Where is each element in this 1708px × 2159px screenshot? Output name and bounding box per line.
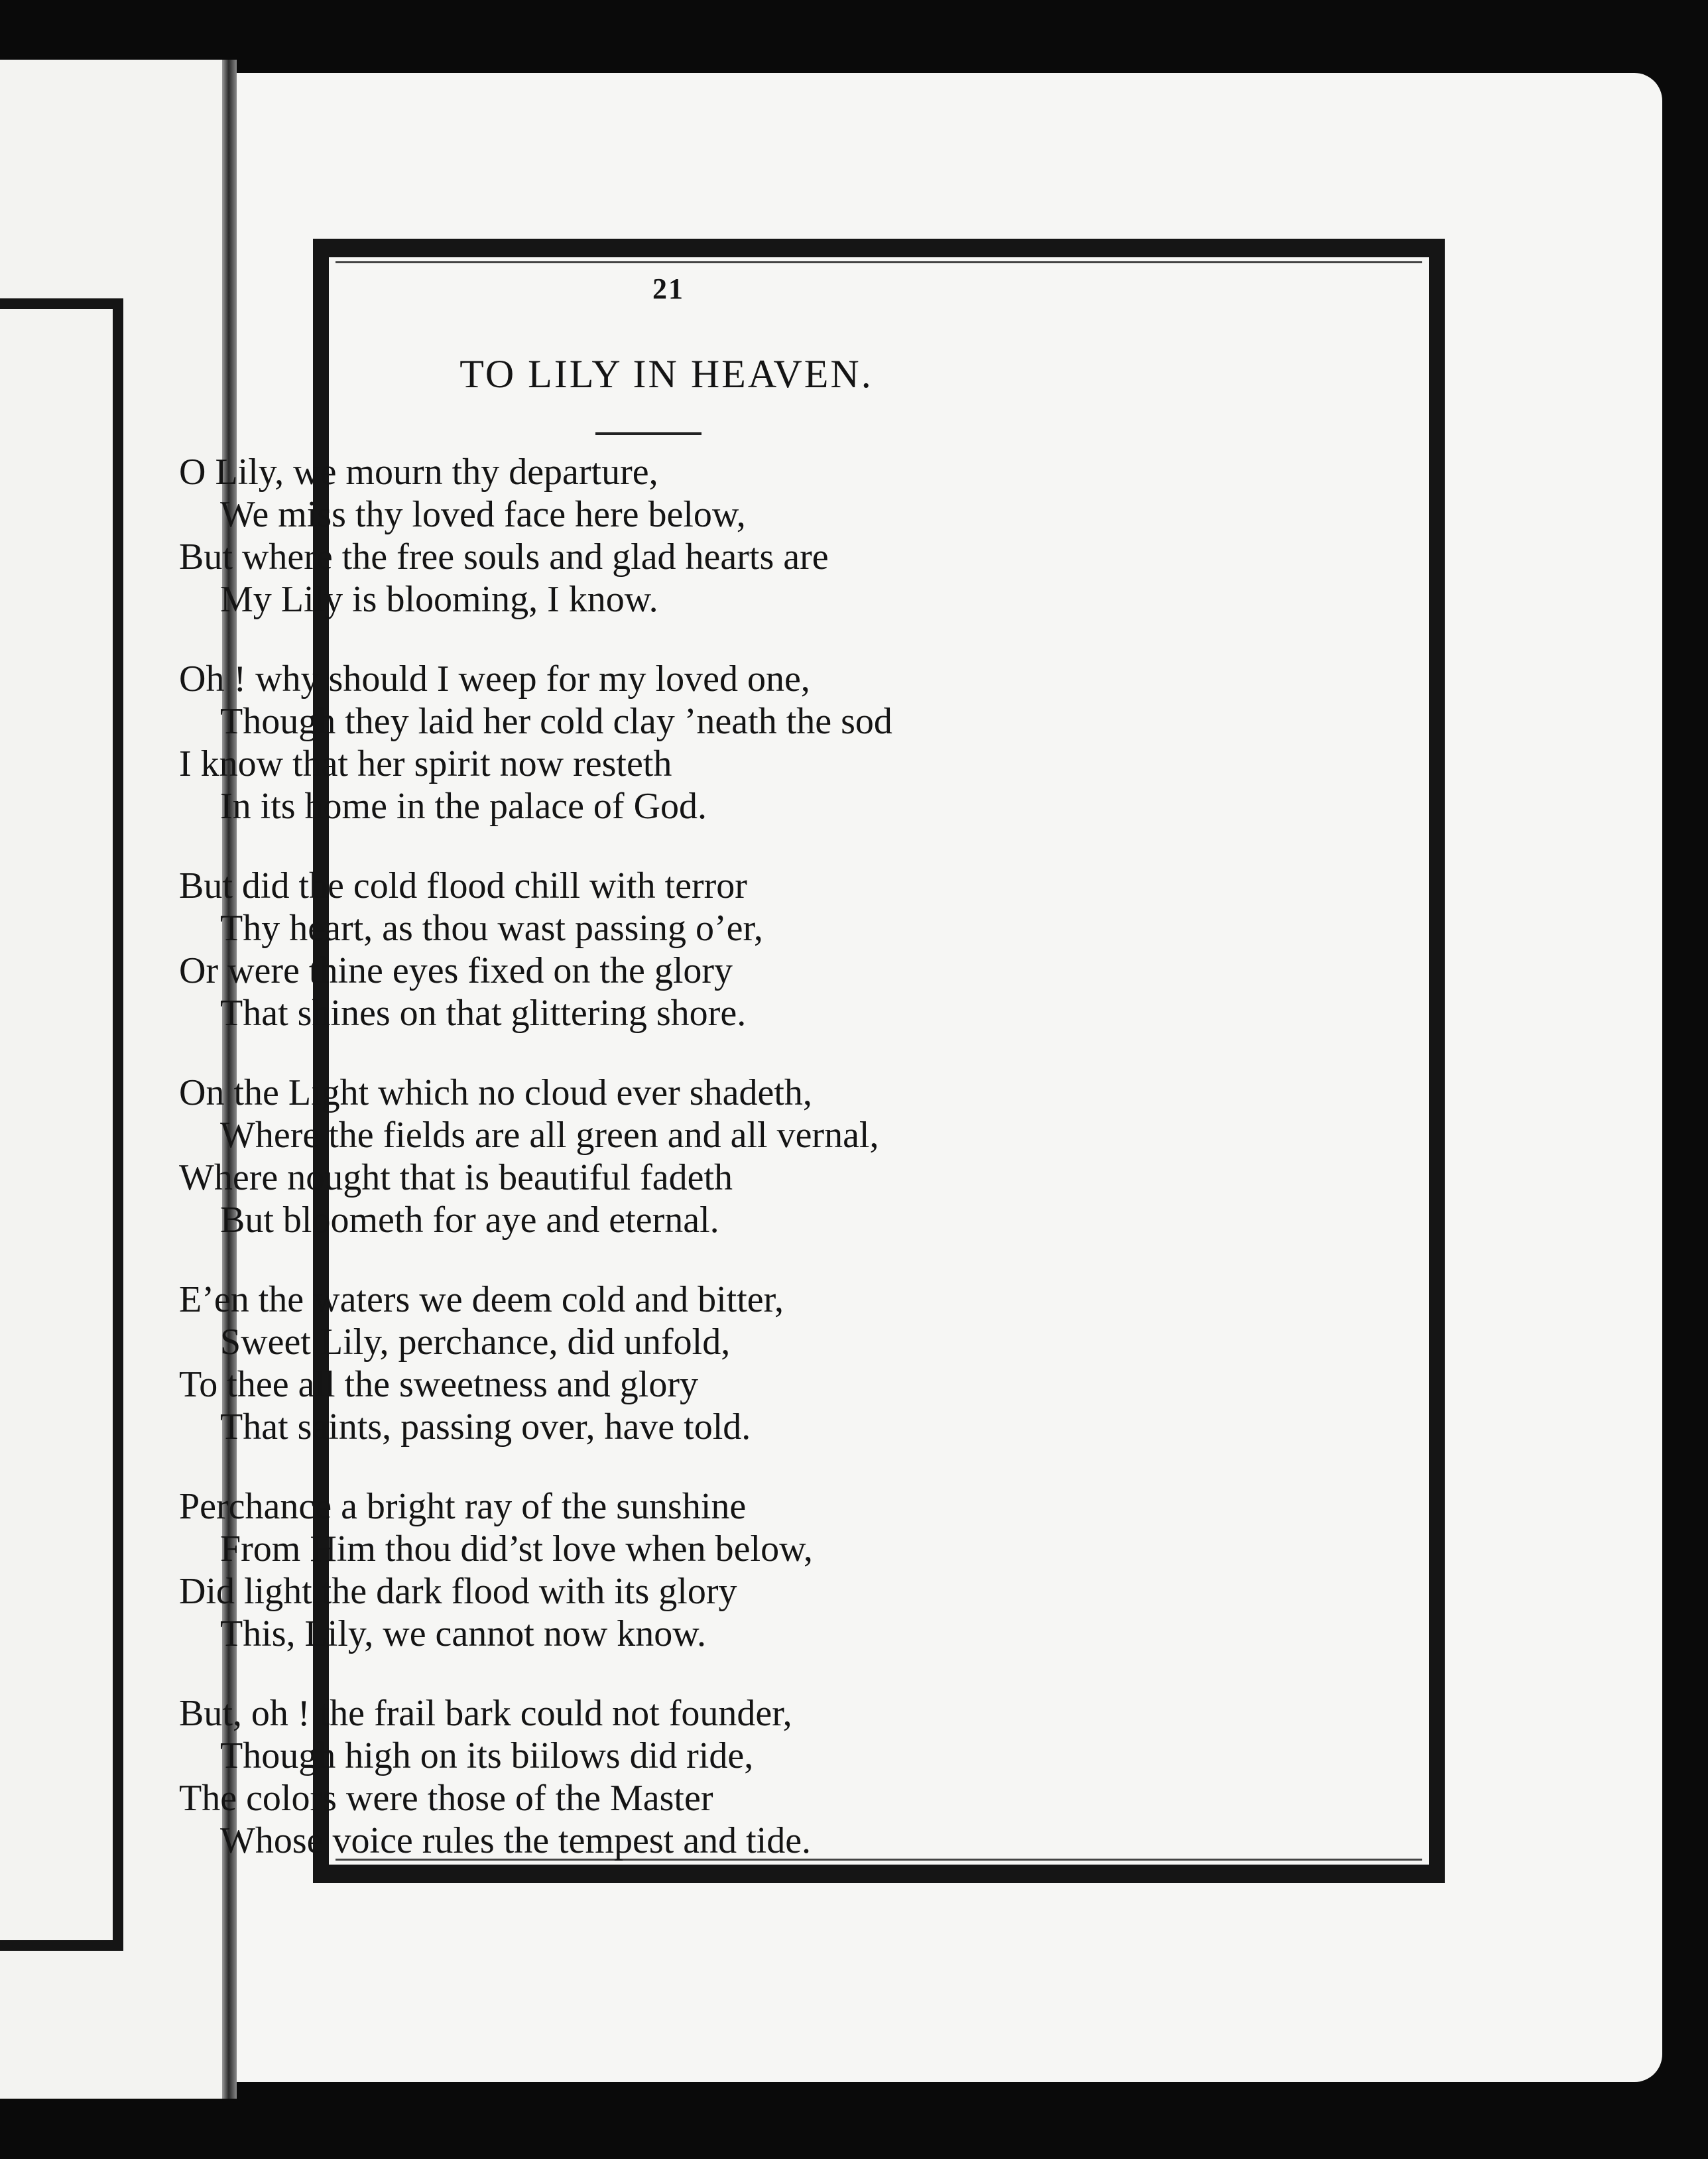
poem-line: That shines on that glittering shore. [220,993,747,1034]
stanza [179,1692,1319,1862]
title-rule [595,432,702,435]
poem-line: From Him thou did’st love when below, [220,1528,813,1570]
poem-line: We miss thy loved face here below, [220,494,746,535]
stanza [179,451,1319,621]
poem-line: But where the free souls and glad hearts are [179,536,829,578]
poem-line: Oh ! why should I weep for my loved one, [179,658,810,700]
stanza [179,658,1319,828]
poem-line: Whose voice rules the tempest and tide. [220,1820,812,1861]
stanza [179,1278,1319,1448]
poem-line: Where the fields are all green and all vernal, [220,1115,879,1156]
poem-line: On the Light which no cloud ever shadeth, [179,1072,812,1113]
stanza [179,1485,1319,1655]
poem-line: But did the cold flood chill with terror [179,865,747,906]
poem-line: O Lily, we mourn thy departure, [179,452,658,493]
poem-line: The colors were those of the Master [179,1778,713,1819]
poem-line: Sweet Lily, perchance, did unfold, [220,1322,731,1363]
poem-title: TO LILY IN HEAVEN. [459,352,873,396]
poem-line: E’en the waters we deem cold and bitter, [179,1279,784,1320]
facing-page-border [0,298,123,1951]
poem-line: Perchance a bright ray of the sunshine [179,1486,747,1527]
stanza [179,865,1319,1034]
poem-line: That saints, passing over, have told. [220,1406,751,1448]
poem-line: My Lily is blooming, I know. [220,579,658,620]
poem-line: Though they laid her cold clay ’neath the sod [220,701,892,742]
poem-line: In its home in the palace of God. [220,786,707,827]
stanza [179,1072,1319,1241]
poem-line: I know that her spirit now resteth [179,743,672,784]
poem-line: Though high on its biilows did ride, [220,1735,754,1776]
poem-line: But bloometh for aye and eternal. [220,1200,719,1241]
poem-line: Thy heart, as thou wast passing o’er, [220,908,763,949]
poem-body [179,451,1319,1899]
poem-line: But, oh ! the frail bark could not founder, [179,1693,792,1734]
poem-line: Where nought that is beautiful fadeth [179,1157,733,1198]
poem-line: To thee all the sweetness and glory [179,1364,698,1405]
poem-line: Did light the dark flood with its glory [179,1571,737,1612]
poem-line: Or were thine eyes fixed on the glory [179,950,733,991]
page-number: 21 [652,273,684,305]
poem-line: This, Lily, we cannot now know. [220,1613,707,1654]
